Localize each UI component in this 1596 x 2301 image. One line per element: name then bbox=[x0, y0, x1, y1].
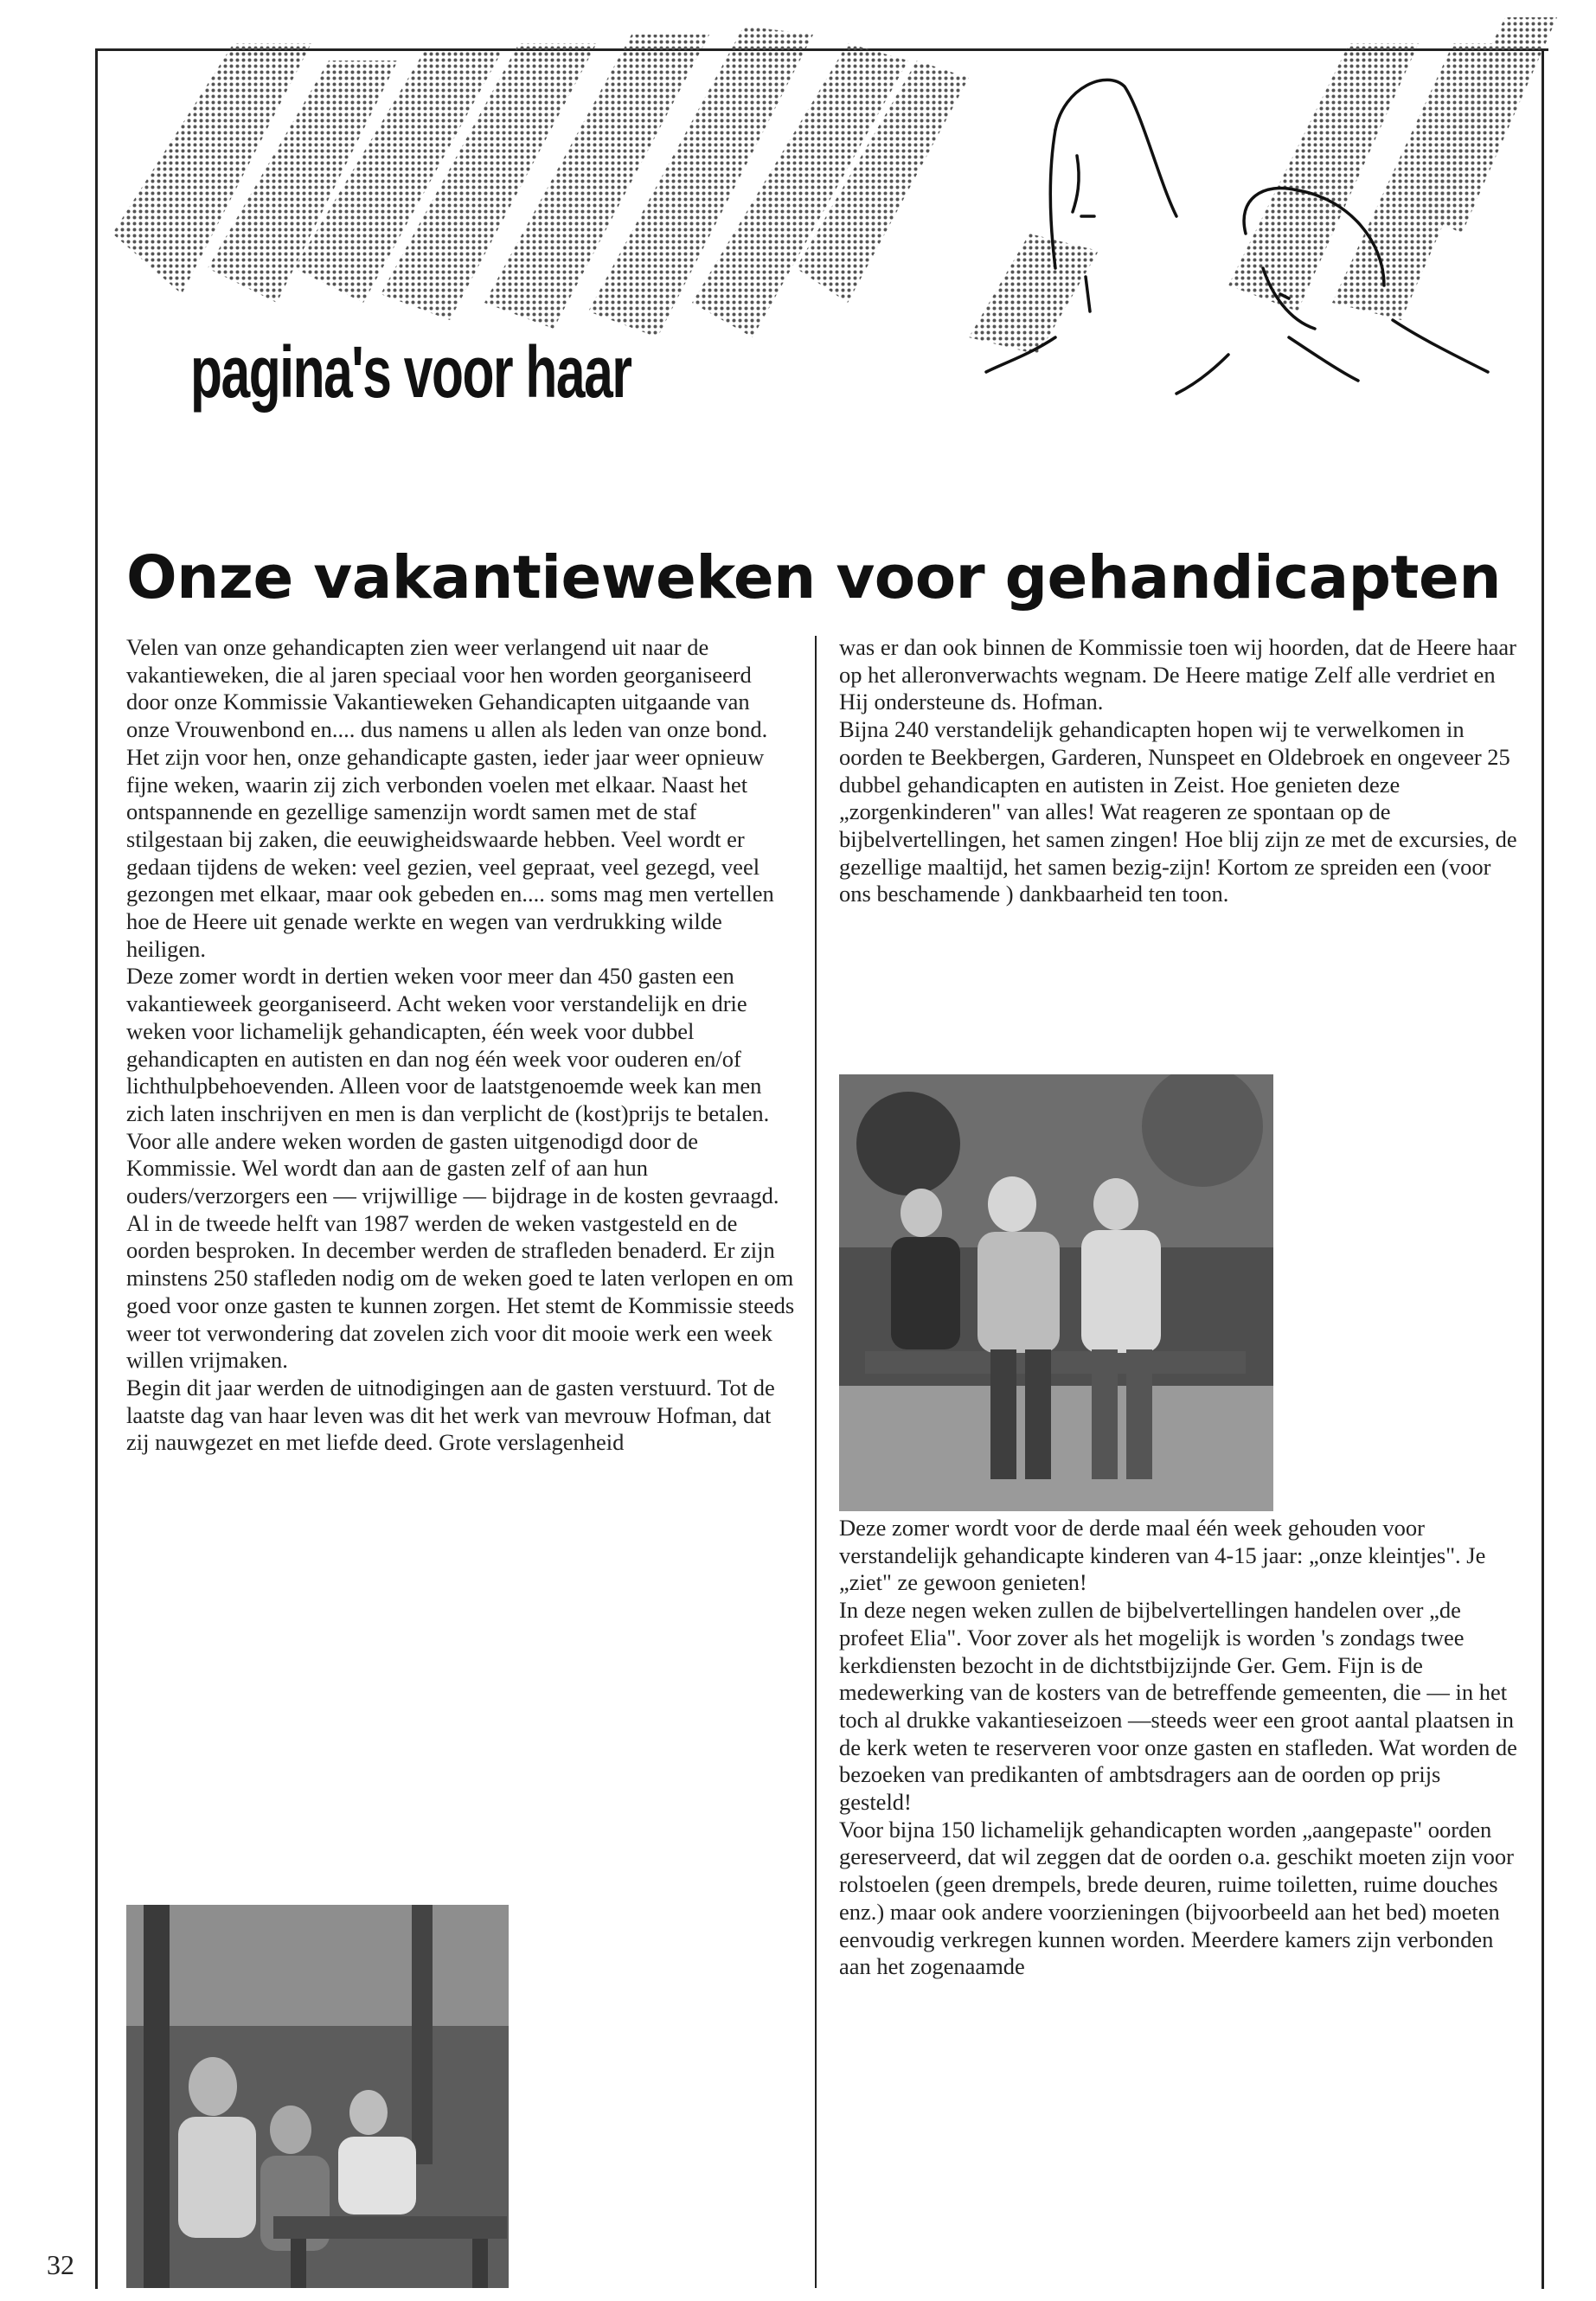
paragraph: In deze negen weken zullen de bijbelvertellingen handelen over „de profeet Elia". Voor zover als het mogelijk is worden 's zondags twee kerkdiensten bezocht in de dichtstbijzijnde Ger. Gem. Fijn is de medewerking van de kosters van de betreffende gemeenten, die — in het toch al drukke vakantieseizoen —steeds weer een groot aantal plaatsen in de kerk weten te reserveren voor onze gasten en stafleden. Wat worden de bezoeken van predikanten of ambtsdragers aan de oorden op prijs gesteld! bbox=[839, 1597, 1517, 1816]
section-title: pagina's voor haar bbox=[190, 331, 631, 413]
paragraph: Al in de tweede helft van 1987 werden de weken vastgesteld en de oorden besproken. In december werden de strafleden benaderd. Er zijn minstens 250 stafleden nodig om de weken goed te laten verlopen en om goed voor onze gasten te kunnen zorgen. Het stemt de Kommissie steeds weer tot verwondering dat zovelen zich voor dit mooie werk een week willen vrijmaken. bbox=[126, 1209, 795, 1374]
paragraph: Begin dit jaar werden de uitnodigingen aan de gasten verstuurd. Tot de laatste dag van haar leven was dit het werk van mevrouw Hofman, dat zij nauwgezet en met liefde deed. Grote verslagenheid bbox=[126, 1374, 775, 1456]
paragraph: Velen van onze gehandicapten zien weer verlangend uit naar de vakantieweken, die al jaren speciaal voor hen worden georganiseerd door onze Kommissie Vakantieweken Gehandicapten uitgaande van onze Vrouwenbond en.... dus namens u allen als leden van onze bond. Het zijn voor hen, onze gehandicapte gasten, ieder jaar weer opnieuw fijne weken, waarin zij zich verbonden voelen met elkaar. Naast het ontspannende en gezellige samenzijn wordt samen met de staf stilgestaan bij zaken, die eeuwigheidswaarde hebben. Veel wordt er gedaan tijdens de weken: veel gezien, veel gepraat, veel gezegd, veel gezongen met elkaar, maar ook gebeden en.... soms mag men vertellen hoe de Heere uit genade werkte en wegen van verdrukking wilde heiligen. bbox=[126, 634, 774, 962]
page-number: 32 bbox=[47, 2249, 74, 2280]
paragraph: Deze zomer wordt voor de derde maal één week gehouden voor verstandelijk gehandicapte kinderen van 4-15 jaar: „onze kleintjes". Je „ziet" ze gewoon genieten! bbox=[839, 1515, 1486, 1596]
column-divider bbox=[815, 636, 817, 2288]
paragraph: was er dan ook binnen de Kommissie toen wij hoorden, dat de Heere haar op het alleronverwachts wegnam. De Heere matige Zelf alle verdriet en Hij ondersteune ds. Hofman. bbox=[839, 634, 1516, 715]
article-headline: Onze vakantieweken voor gehandicapten bbox=[126, 543, 1501, 612]
paragraph: Voor bijna 150 lichamelijk gehandicapten worden „aangepaste" oorden gereserveerd, dat wil zeggen dat de oorden o.a. geschikt moeten zijn voor rolstoelen (geen drempels, brede deuren, ruime toiletten, ruime douches enz.) maar ook andere voorzieningen (bijvoorbeeld aan het bed) moeten eenvoudig verkregen kunnen worden. Meerdere kamers zijn verbonden aan het zogenaamde bbox=[839, 1816, 1514, 1980]
masthead-illustration bbox=[35, 9, 1557, 545]
halftone-brush-strokes bbox=[112, 17, 1557, 355]
photo-group-picnic-table bbox=[126, 1905, 509, 2288]
paragraph: Bijna 240 verstandelijk gehandicapten hopen wij te verwelkomen in oorden te Beekbergen, Garderen, Nunspeet en Oldebroek en ongeveer 25 dubbel gehandicapten en autisten in Zeist. Hoe genieten deze „zorgenkinderen" van alles! Wat reageren ze spontaan op de bijbelvertellingen, het samen zingen! Hoe blij zijn ze met de excursies, de gezellige maaltijd, het samen bezig-zijn! Kortom ze spreiden een (voor ons beschamende ) dankbaarheid ten toon. bbox=[839, 716, 1517, 907]
paragraph: Deze zomer wordt in dertien weken voor meer dan 450 gasten een vakantieweek georganiseerd. Acht weken voor verstandelijk en drie weken voor lichamelijk gehandicapten, één week voor dubbel gehandicapten en autisten en dan nog één week voor ouderen en/of lichthulpbehoevenden. Alleen voor de laatstgenoemde week kan men zich laten inschrijven en men is dan verplicht de (kost)prijs te betalen. Voor alle andere weken worden de gasten uitgenodigd door de Kommissie. Wel wordt dan aan de gasten zelf of aan hun ouders/verzorgers een — vrijwillige — bijdrage in de kosten gevraagd. bbox=[126, 963, 779, 1209]
right-column-top bbox=[839, 634, 1518, 908]
left-column bbox=[126, 634, 797, 1457]
photo-three-men-on-bench bbox=[839, 1074, 1273, 1511]
right-column-bottom bbox=[839, 1515, 1518, 1981]
